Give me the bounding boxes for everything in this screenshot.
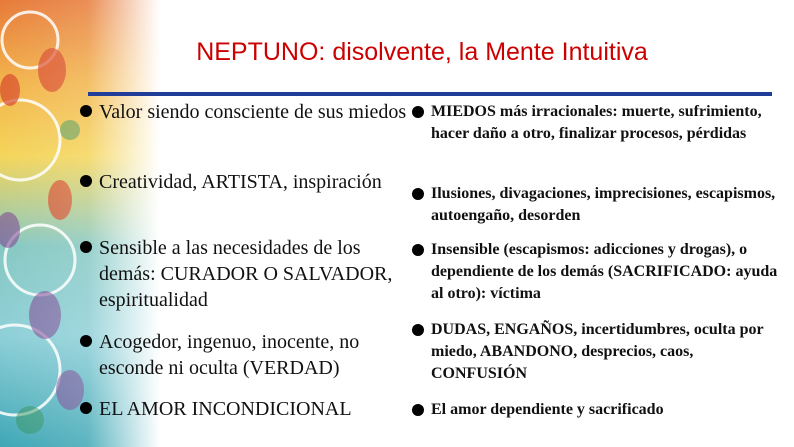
list-item-text: Ilusiones, divagaciones, imprecisiones, escapismos, autoengaño, desorden — [431, 185, 776, 224]
list-item-text: Insensible (escapismos: adicciones y drogas), o dependiente de los demás (SACRIFICADO: ayuda al otro): víctima — [431, 241, 778, 302]
bullet-icon — [412, 404, 424, 416]
bullet-icon — [80, 175, 92, 187]
page-title: NEPTUNO: disolvente, la Mente Intuitiva — [196, 38, 648, 66]
list-item — [412, 319, 791, 385]
list-item-text: El amor dependiente y sacrificado — [431, 401, 664, 418]
bullet-icon — [80, 335, 92, 347]
bullet-icon — [412, 106, 424, 118]
list-item-text: EL AMOR INCONDICIONAL — [99, 398, 352, 420]
list-item-text: Valor siendo consciente de sus miedos — [99, 101, 407, 123]
list-item — [80, 169, 411, 195]
list-item — [412, 239, 791, 305]
list-item-text: Creatividad, ARTISTA, inspiración — [99, 171, 382, 193]
title-underline — [88, 92, 772, 96]
bullet-icon — [80, 105, 92, 117]
list-item — [80, 235, 411, 313]
bullet-icon — [412, 244, 424, 256]
list-item-text: Acogedor, ingenuo, inocente, no esconde ni oculta (VERDAD) — [99, 331, 360, 379]
bullet-icon — [80, 402, 92, 414]
bullet-icon — [80, 241, 92, 253]
list-item — [412, 101, 791, 145]
list-item — [80, 329, 411, 381]
list-item-text: MIEDOS más irracionales: muerte, sufrimiento, hacer daño a otro, finalizar procesos, pérdidas — [431, 103, 762, 142]
bullet-icon — [412, 324, 424, 336]
list-item-text: DUDAS, ENGAÑOS, incertidumbres, oculta por miedo, ABANDONO, desprecios, caos, CONFUSIÓN — [431, 321, 764, 382]
bullet-icon — [412, 188, 424, 200]
list-item-text: Sensible a las necesidades de los demás: CURADOR O SALVADOR, espiritualidad — [99, 237, 393, 311]
list-item — [412, 399, 791, 421]
list-item — [80, 396, 411, 422]
list-item — [80, 99, 411, 125]
list-item — [412, 183, 791, 227]
